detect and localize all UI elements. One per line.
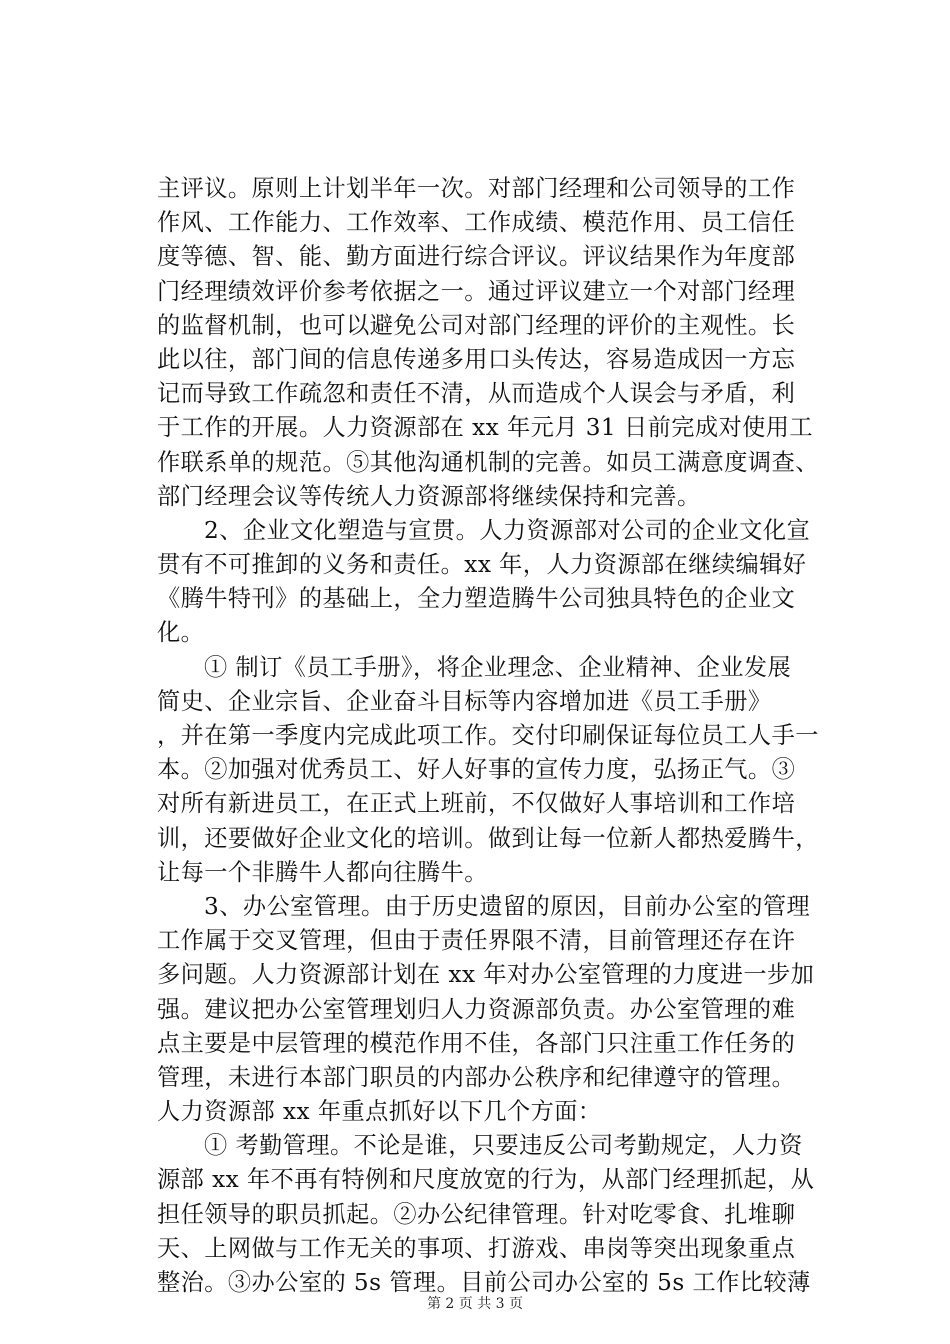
text-line: 于工作的开展。人力资源部在 xx 年元月 31 日前完成对使用工 bbox=[157, 414, 814, 442]
text-line: 简史、企业宗旨、企业奋斗目标等内容增加进《员工手册》 bbox=[157, 687, 772, 715]
text-line: 让每一个非腾牛人都向往腾牛。 bbox=[157, 858, 488, 886]
text-line: 记而导致工作疏忽和责任不清，从而造成个人误会与矛盾，利 bbox=[157, 380, 796, 408]
text-line: 对所有新进员工，在正式上班前，不仅做好人事培训和工作培 bbox=[157, 790, 796, 818]
text-line: 贯有不可推卸的义务和责任。xx 年，人力资源部在继续编辑好 bbox=[157, 551, 807, 579]
text-line: 部门经理会议等传统人力资源部将继续保持和完善。 bbox=[157, 482, 701, 510]
text-line: 点主要是中层管理的模范作用不佳，各部门只注重工作任务的 bbox=[157, 1029, 796, 1057]
text-line: 多问题。人力资源部计划在 xx 年对办公室管理的力度进一步加 bbox=[157, 961, 815, 989]
text-line: 度等德、智、能、勤方面进行综合评议。评议结果作为年度部 bbox=[157, 243, 796, 271]
text-line: 源部 xx 年不再有特例和尺度放宽的行为，从部门经理抓起，从 bbox=[157, 1166, 815, 1194]
document-body bbox=[157, 172, 819, 1300]
text-line: 担任领导的职员抓起。②办公纪律管理。针对吃零食、扎堆聊 bbox=[157, 1200, 796, 1228]
text-line: 此以往，部门间的信息传递多用口头传达，容易造成因一方忘 bbox=[157, 345, 796, 373]
text-line: 作风、工作能力、工作效率、工作成绩、模范作用、员工信任 bbox=[157, 209, 796, 237]
text-line: 主评议。原则上计划半年一次。对部门经理和公司领导的工作 bbox=[157, 175, 796, 202]
text-line: 管理，未进行本部门职员的内部办公秩序和纪律遵守的管理。 bbox=[157, 1063, 796, 1091]
text-line: ，并在第一季度内完成此项工作。交付印刷保证每位员工人手一 bbox=[157, 722, 819, 749]
text-line: 化。 bbox=[157, 619, 205, 647]
text-line: ① 考勤管理。不论是谁，只要违反公司考勤规定，人力资 bbox=[204, 1132, 803, 1160]
text-line: 的监督机制，也可以避免公司对部门经理的评价的主观性。长 bbox=[157, 311, 796, 339]
text-line: 2、企业文化塑造与宣贯。人力资源部对公司的企业文化宣 bbox=[204, 516, 811, 544]
text-line: 《腾牛特刊》的基础上，全力塑造腾牛公司独具特色的企业文 bbox=[157, 585, 796, 613]
text-line: 训，还要做好企业文化的培训。做到让每一位新人都热爱腾牛， bbox=[157, 824, 819, 852]
text-line: 整治。③办公室的 5s 管理。目前公司办公室的 5s 工作比较薄 bbox=[157, 1269, 811, 1296]
text-line: 门经理绩效评价参考依据之一。通过评议建立一个对部门经理 bbox=[157, 277, 796, 305]
text-line: 工作属于交叉管理，但由于责任界限不清，目前管理还存在许 bbox=[157, 927, 796, 955]
page-footer: 第 2 页 共 3 页 bbox=[426, 1296, 524, 1312]
text-line: 本。②加强对优秀员工、好人好事的宣传力度，弘扬正气。③ bbox=[157, 756, 796, 784]
text-line: 天、上网做与工作无关的事项、打游戏、串岗等突出现象重点 bbox=[157, 1234, 796, 1262]
text-line: 3、办公室管理。由于历史遗留的原因，目前办公室的管理 bbox=[204, 892, 811, 920]
text-line: 人力资源部 xx 年重点抓好以下几个方面： bbox=[157, 1098, 602, 1126]
text-line: ① 制订《员工手册》，将企业理念、企业精神、企业发展 bbox=[204, 653, 792, 681]
text-line: 作联系单的规范。⑤其他沟通机制的完善。如员工满意度调查、 bbox=[157, 448, 819, 476]
text-line: 强。建议把办公室管理划归人力资源部负责。办公室管理的难 bbox=[157, 995, 796, 1023]
